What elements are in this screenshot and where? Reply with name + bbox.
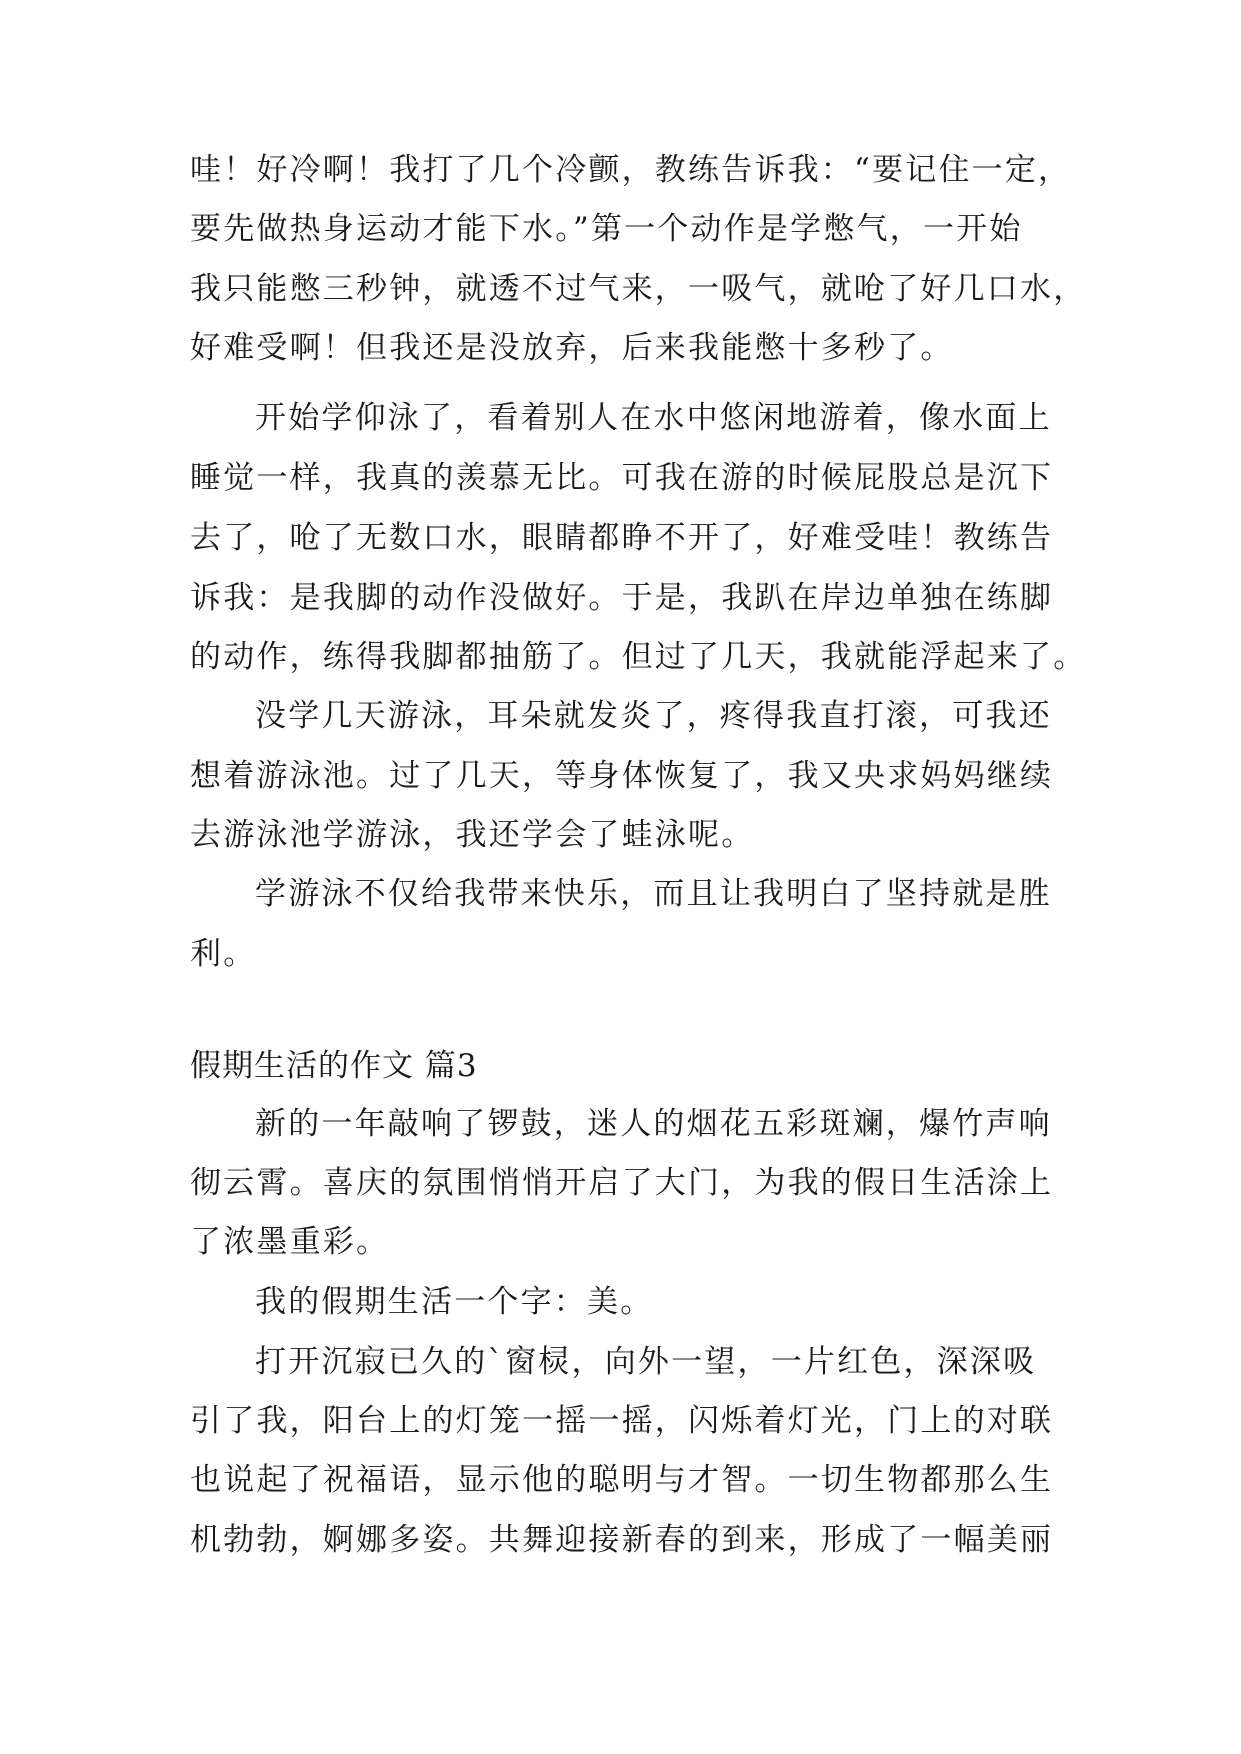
text-line: 引了我，阳台上的灯笼一摇一摇，闪烁着灯光，门上的对联 (190, 1403, 1054, 1439)
text-line: 哇！好冷啊！我打了几个冷颤，教练告诉我：“要记住一定， (190, 152, 1072, 188)
section-heading: 假期生活的作文 篇3 (190, 1048, 478, 1084)
text-line: 去游泳池学游泳，我还学会了蛙泳呢。 (190, 817, 755, 853)
text-line: 的动作，练得我脚都抽筋了。但过了几天，我就能浮起来了。 (190, 639, 1087, 675)
text-line: 机勃勃，婀娜多姿。共舞迎接新春的到来，形成了一幅美丽 (190, 1522, 1054, 1558)
text-line: 彻云霄。喜庆的氛围悄悄开启了大门，为我的假日生活涂上 (190, 1165, 1054, 1201)
text-line: 去了，呛了无数口水，眼睛都睁不开了，好难受哇！教练告 (190, 520, 1054, 556)
text-line: 好难受啊！但我还是没放弃，后来我能憋十多秒了。 (190, 330, 954, 366)
text-line: 想着游泳池。过了几天，等身体恢复了，我又央求妈妈继续 (190, 758, 1054, 794)
paragraph-first-line: 我的假期生活一个字：美。 (255, 1284, 654, 1320)
text-line: 睡觉一样，我真的羡慕无比。可我在游的时候屁股总是沉下 (190, 460, 1054, 496)
paragraph-first-line: 新的一年敲响了锣鼓，迷人的烟花五彩斑斓，爆竹声响 (255, 1106, 1052, 1142)
text-line: 要先做热身运动才能下水。”第一个动作是学憋气，一开始 (190, 211, 1023, 247)
text-line: 了浓墨重彩。 (190, 1224, 390, 1260)
paragraph-first-line: 没学几天游泳，耳朵就发炎了，疼得我直打滚，可我还 (255, 698, 1052, 734)
text-line: 我只能憋三秒钟，就透不过气来，一吸气，就呛了好几口水， (190, 271, 1087, 307)
paragraph-first-line: 学游泳不仅给我带来快乐，而且让我明白了坚持就是胜 (255, 876, 1052, 912)
text-line: 也说起了祝福语，显示他的聪明与才智。一切生物都那么生 (190, 1462, 1054, 1498)
text-line: 诉我：是我脚的动作没做好。于是，我趴在岸边单独在练脚 (190, 580, 1054, 616)
paragraph-first-line: 打开沉寂已久的`窗棂，向外一望，一片红色，深深吸 (255, 1344, 1037, 1380)
text-line: 利。 (190, 936, 257, 972)
paragraph-first-line: 开始学仰泳了，看着别人在水中悠闲地游着，像水面上 (255, 400, 1052, 436)
